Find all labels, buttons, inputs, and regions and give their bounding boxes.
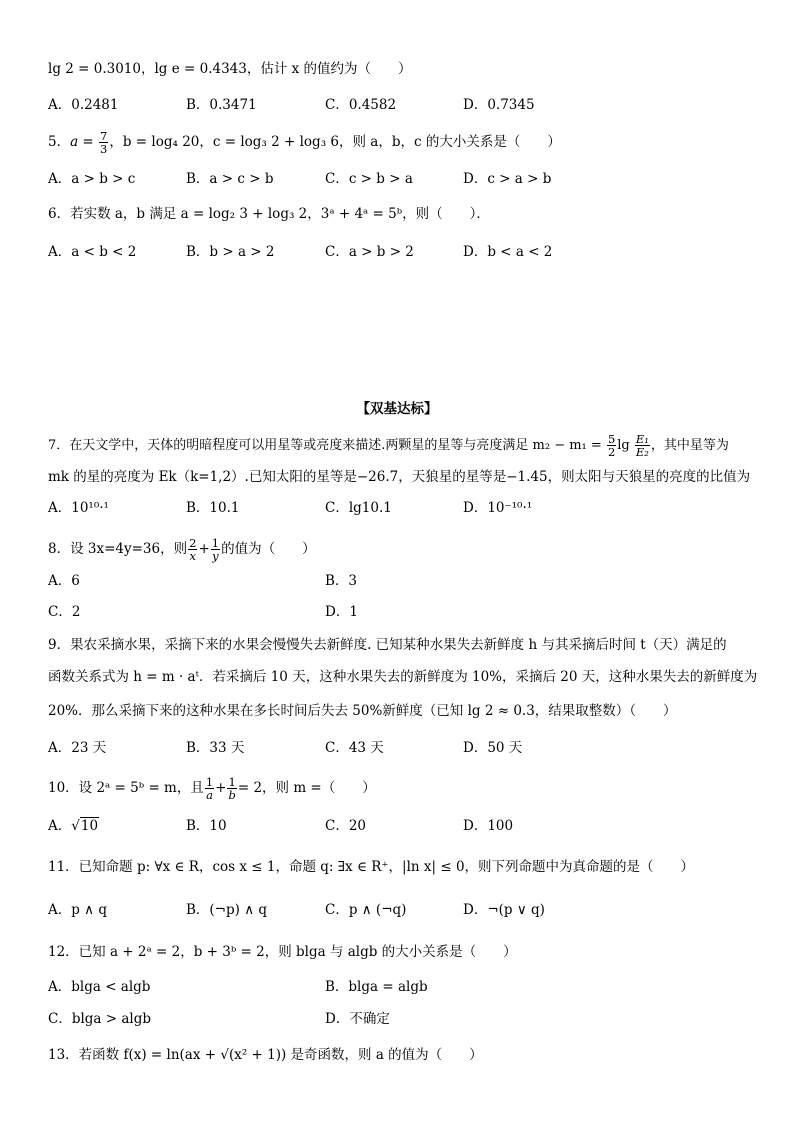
- q10-fraction-1a: [205, 776, 214, 801]
- q7-option-b: B．10.1: [186, 500, 240, 516]
- q10-f1-num: 1: [205, 775, 214, 789]
- q10-f2-den: b: [228, 788, 236, 802]
- q11-option-b: B．(¬p) ∧ q: [186, 902, 268, 918]
- q9-option-d: D．50 天: [463, 740, 523, 756]
- q4-option-c: C．0.4582: [325, 97, 397, 113]
- q11-option-a: A．p ∧ q: [48, 902, 107, 918]
- q13-stem: 13．若函数 f(x) = ln(ax + √(x² + 1)) 是奇函数，则 a 的值为（ ）: [48, 1047, 483, 1063]
- q10-option-d: D．100: [463, 818, 514, 834]
- q10-f1-den: a: [206, 788, 213, 802]
- q7-stem-line2: mk 的星的亮度为 Ek（k=1,2）.已知太阳的星等是−26.7，天狼星的星等是−1.45，则太阳与天狼星的亮度的比值为: [48, 469, 751, 485]
- q7-e-den: E₂: [635, 445, 649, 459]
- q9-stem-line1: 9．果农采摘水果，采摘下来的水果会慢慢失去新鲜度. 已知某种水果失去新鲜度 h 与其采摘后时间 t（天）满足的: [48, 637, 727, 653]
- q5-number: 5．: [48, 134, 71, 150]
- q10-plus: +: [215, 780, 227, 796]
- q5-option-d: D．c > a > b: [463, 171, 552, 187]
- q6-option-c: C．a > b > 2: [325, 244, 414, 260]
- q6-option-b: B．b > a > 2: [186, 244, 275, 260]
- q8-fraction-1y: [211, 537, 220, 562]
- q4-option-d: D．0.7345: [463, 97, 535, 113]
- q5-frac-den: 3: [100, 142, 108, 156]
- q7-option-c: C．lg10.1: [325, 500, 392, 516]
- q8-plus: +: [198, 541, 210, 557]
- q9-option-b: B．33 天: [186, 740, 245, 756]
- section-heading: 【双基达标】: [356, 401, 438, 417]
- q7-option-d: D．10⁻¹⁰·¹: [463, 500, 533, 516]
- q12-option-b: B．blga = algb: [325, 979, 428, 995]
- q7-fraction-5-2: [607, 433, 616, 458]
- q8-stem: [48, 537, 316, 562]
- q10-stem: [48, 776, 376, 801]
- q8-option-b: B．3: [325, 573, 358, 589]
- q5-option-b: B．a > c > b: [186, 171, 274, 187]
- q8-f1-num: 2: [189, 536, 197, 550]
- q10-f2-num: 1: [228, 775, 236, 789]
- q10-option-c: C．20: [325, 818, 367, 834]
- q8-f2-num: 1: [211, 536, 220, 550]
- q4-stem: lg 2 = 0.3010，lg e = 0.4343，估计 x 的值约为（ ）: [48, 61, 412, 77]
- q10-option-a: [48, 817, 99, 835]
- q5-stem: [48, 130, 561, 155]
- q7-stem-b: ，其中星等为: [650, 438, 729, 453]
- q12-option-c: C．blga > algb: [48, 1011, 152, 1027]
- q10-fraction-1b: [227, 776, 236, 801]
- q11-option-d: D．¬(p ∨ q): [463, 902, 545, 918]
- q8-option-d: D．1: [325, 604, 358, 620]
- q10-option-b: B．10: [186, 818, 227, 834]
- q4-option-b: B．0.3471: [186, 97, 257, 113]
- q10-stem-a: 10．设 2ᵃ = 5ᵇ = m，且: [48, 780, 204, 796]
- q8-option-c: C．2: [48, 604, 81, 620]
- q7-lg: lg: [617, 438, 630, 453]
- q8-stem-b: 的值为（ ）: [221, 541, 316, 557]
- q10-option-a-radicand: 10: [80, 818, 99, 834]
- q7-option-a: A．10¹⁰·¹: [48, 500, 109, 516]
- q7-frac-num: 5: [607, 432, 616, 446]
- q12-stem: 12．已知 a + 2ᵃ = 2，b + 3ᵇ = 2，则 blga 与 algb 的大小关系是（ ）: [48, 944, 517, 960]
- q12-option-a: A．blga < algb: [48, 979, 151, 995]
- q5-option-a: A．a > b > c: [48, 171, 136, 187]
- q4-option-a: A．0.2481: [48, 97, 119, 113]
- q9-stem-line2: 函数关系式为 h = m · aᵗ．若采摘后 10 天，这种水果失去的新鲜度为 10%，采摘后 20 天，这种水果失去的新鲜度为: [48, 669, 758, 685]
- q5-fraction: [99, 130, 108, 155]
- q8-stem-a: 8．设 3x=4y=36，则: [48, 541, 188, 557]
- q7-stem-a: 7．在天文学中，天体的明暗程度可以用星等或亮度来描述.两颗星的星等与亮度满足 m₂ − m₁ =: [48, 438, 602, 453]
- q9-option-a: A．23 天: [48, 740, 107, 756]
- q5-stem-prefix: a =: [70, 134, 94, 150]
- q9-option-c: C．43 天: [325, 740, 384, 756]
- q6-option-d: D．b < a < 2: [463, 244, 553, 260]
- q9-stem-line3: 20%．那么采摘下来的这种水果在多长时间后失去 50%新鲜度（已知 lg 2 ≈ 0.3，结果取整数）（ ）: [48, 703, 677, 719]
- q8-fraction-2x: [188, 537, 197, 562]
- q5-frac-num: 7: [100, 129, 108, 143]
- q5-option-c: C．c > b > a: [325, 171, 413, 187]
- q8-option-a: A．6: [48, 573, 80, 589]
- q11-option-c: C．p ∧ (¬q): [325, 902, 407, 918]
- q8-f2-den: y: [212, 549, 219, 563]
- q7-fraction-e1-e2: [635, 433, 650, 458]
- q10-stem-b: = 2，则 m =（ ）: [237, 780, 376, 796]
- q5-stem-rest: ，b = log₄ 20，c = log₃ 2 + log₃ 6，则 a，b，c 的大小关系是（ ）: [109, 134, 561, 150]
- q7-e-num: E₁: [635, 432, 649, 446]
- q8-f1-den: x: [189, 549, 197, 563]
- q11-stem: 11．已知命题 p: ∀x ∈ R，cos x ≤ 1，命题 q: ∃x ∈ R⁺，|ln x| ≤ 0，则下列命题中为真命题的是（ ）: [48, 859, 695, 875]
- q6-stem: 6．若实数 a，b 满足 a = log₂ 3 + log₃ 2，3ᵃ + 4ᵃ = 5ᵇ，则（ ）．: [48, 206, 490, 222]
- q6-option-a: A．a < b < 2: [48, 244, 137, 260]
- q10-option-a-prefix: A．: [48, 818, 72, 834]
- q12-option-d: D．不确定: [325, 1011, 390, 1027]
- q7-frac-den: 2: [607, 445, 616, 459]
- sqrt-icon: √: [71, 818, 80, 834]
- q7-stem-line1: [48, 433, 729, 458]
